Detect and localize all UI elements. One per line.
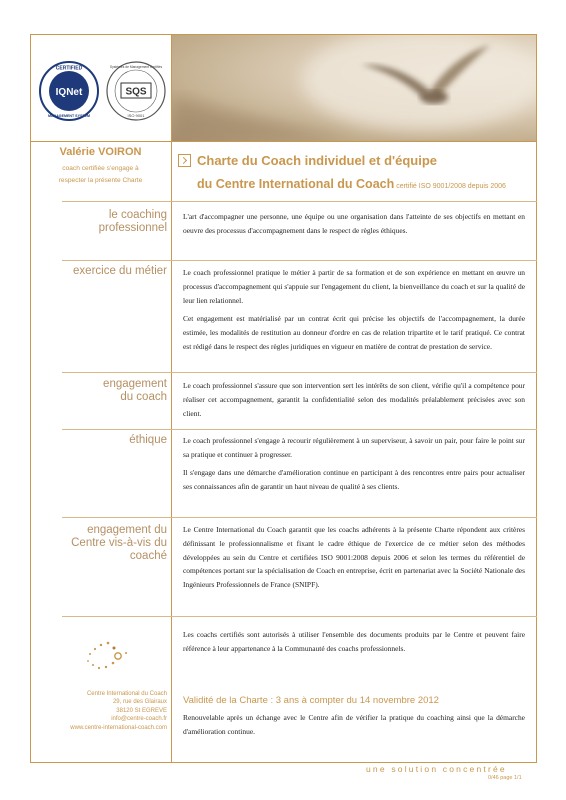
organisation-website: www.centre-international-coach.com: [70, 724, 167, 731]
section-label-coaching: [34, 209, 167, 235]
section-label-engagement: [34, 378, 167, 404]
organisation-email: info@centre-coach.fr: [111, 716, 167, 723]
bird-silhouette-icon: [172, 35, 536, 141]
sqs-name: SQS: [125, 86, 147, 98]
section-text-exercice-1: Le coach professionnel pratique le métier à partir de sa formation et de son expérience en mettant en œuvre un processus d'accompagnement qui s'appuie sur l'engagement du client, la bienveillance du coach et sur la qualité de leur lien relationnel.: [183, 268, 525, 305]
section-label-line: Centre vis-à-vis du: [71, 537, 167, 549]
section-label-line: du coach: [120, 391, 167, 403]
sqs-ring-text: Systèmes de Management Certifiés: [109, 65, 163, 69]
section-divider: [62, 260, 537, 261]
section-text-engagement: Le coach professionnel s'assure que son intervention sert les intérêts de son client, vérifie qu'il a compétence pour réaliser cet accompagnement, garantit la confidentialité selon des modalités préalablement précisées avec son client.: [183, 381, 525, 418]
section-label-line: engagement: [103, 378, 167, 390]
organisation-line: 29, rue des Glairaux: [112, 699, 167, 706]
footer-page-label: page 1/1: [500, 775, 522, 781]
section-text-coaching: L'art d'accompagner une personne, une équipe ou une organisation dans l'atteinte de ses objectifs en mettant en oeuvre des processus d'accompagnement dans le respect de règles éthiques.: [183, 212, 525, 235]
footer-page-prefix: 0/46: [488, 775, 501, 781]
organisation-line: Centre International du Coach: [86, 691, 167, 697]
chevron-right-icon: [178, 154, 191, 167]
section-label-line: engagement du: [87, 524, 167, 536]
coach-subtitle-line: respecter la présente Charte: [58, 177, 143, 184]
hero-bird-image: [172, 35, 536, 141]
section-label-centre: [34, 524, 167, 563]
iqnet-bottom-text: MANAGEMENT SYSTEM: [48, 114, 90, 118]
iqnet-logo: [38, 60, 100, 122]
footer-page-number: [488, 775, 522, 781]
footer-slogan: une solution concentrée: [366, 764, 507, 774]
coach-name: Valérie VOIRON: [59, 146, 142, 158]
certification-note: certifié ISO 9001/2008 depuis 2006: [394, 183, 506, 190]
coach-subtitle-line: coach certifiée s'engage à: [62, 165, 139, 172]
coach-subtitle: [30, 163, 171, 187]
certified-coaches-text: Les coachs certifiés sont autorisés à utiliser l'ensemble des documents produits par le Centre et peuvent faire référence à leur appartenance à la Communauté des coachs professionnels.: [183, 630, 525, 653]
section-divider: [62, 201, 537, 202]
section-label-line: coaché: [129, 550, 167, 562]
page-subtitle-text: du Centre International du Coach: [197, 177, 395, 191]
section-label-exercice: [34, 265, 167, 278]
page-subtitle: [197, 177, 506, 191]
section-label-line: le coaching: [108, 209, 167, 221]
page-title: [178, 153, 437, 168]
iqnet-name: IQNet: [55, 87, 83, 98]
section-text-centre: Le Centre International du Coach garantit que les coachs adhérents à la présente Charte répondent aux critères définissant le professionnalisme et fixant le cadre éthique de l'exercice de ce métier selon des méthodes développées au sein du Centre et certifiées ISO 9001:2008 depuis 2006 et selon les termes du référentiel de compétences portant sur la spécialisation de Coach en entreprise, écrit en partenariat avec la Société Nationale des Ingénieurs Professionnels de France (SNIPF).: [183, 525, 525, 590]
section-divider: [62, 429, 537, 430]
section-text-ethique-1: Le coach professionnel s'engage à recourir régulièrement à un superviseur, à savoir un pair, pour faire le point sur sa pratique et continuer à progresser.: [183, 436, 525, 459]
validity-title: Validité de la Charte : 3 ans à compter du 14 novembre 2012: [183, 695, 439, 706]
page-title-text: Charte du Coach individuel et d'équipe: [197, 153, 438, 168]
centre-logo-dots: [84, 636, 144, 676]
section-label-line: professionnel: [98, 222, 167, 234]
section-label-line: exercice du métier: [73, 265, 167, 277]
sqs-standard-text: ISO 9001: [127, 113, 145, 118]
section-divider: [62, 616, 537, 617]
organisation-line: 38120 St EGREVE: [116, 707, 167, 714]
section-divider: [62, 517, 537, 518]
section-divider: [62, 372, 537, 373]
section-text-exercice-2: Cet engagement est matérialisé par un contrat écrit qui précise les objectifs de l'accompagnement, la durée estimée, les modalités de restitution au donneur d'ordre en cas de relation tripartite et le tarif pratiqué. Ce contrat est rédigé dans le respect des règles juridiques en vigueur en matière de contrat de prestation de service.: [183, 314, 525, 351]
sqs-logo: [105, 60, 167, 122]
column-divider: [171, 34, 172, 763]
organisation-address: [30, 690, 167, 732]
validity-text: Renouvelable après un échange avec le Centre afin de vérifier la pratique du coaching ainsi que la démarche d'amélioration continue.: [183, 713, 525, 736]
section-label-ethique: [34, 434, 167, 447]
section-text-ethique-2: Il s'engage dans une démarche d'amélioration continue en participant à des rencontres entre pairs pour actualiser ses connaissances afin de garantir un haut niveau de qualité à ses clients.: [183, 468, 525, 491]
section-label-line: éthique: [129, 434, 167, 446]
iqnet-top-text: CERTIFIED: [55, 65, 83, 72]
header-divider: [30, 141, 537, 142]
